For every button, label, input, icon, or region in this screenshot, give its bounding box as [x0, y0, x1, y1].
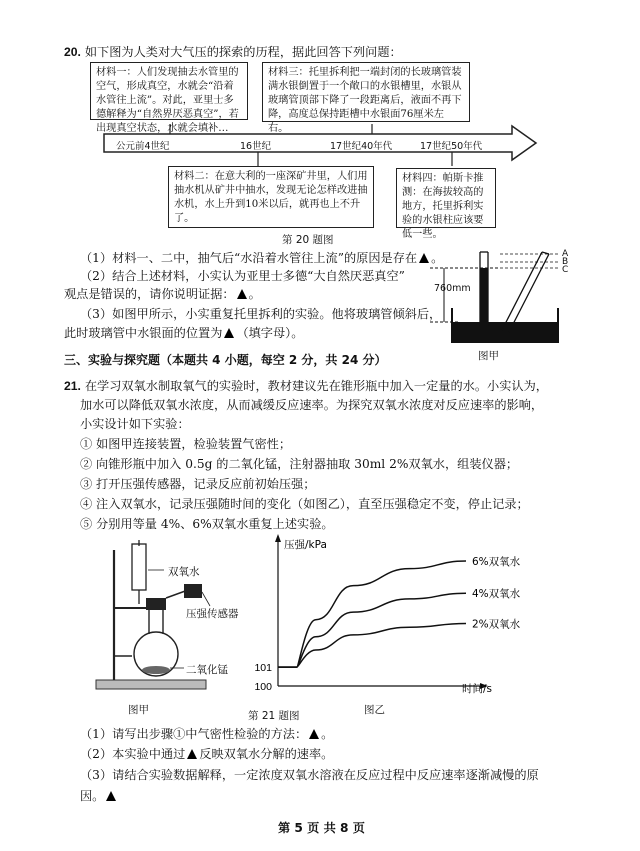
q21-sub3b-text: 因。 — [80, 789, 105, 803]
q20-material3-box — [262, 62, 470, 134]
answer-blank-icon — [187, 749, 197, 759]
q20-sub2b-text: 观点是错误的，请你说明证据： — [64, 287, 235, 301]
q20-timeline-label-4: 17世纪50年代 — [420, 141, 483, 152]
q21-sub2 — [80, 746, 333, 762]
q21-sub2-text: （2）本实验中通过 — [80, 747, 186, 761]
q21-step1: ① 如图甲连接装置，检验装置气密性； — [80, 437, 292, 451]
q20-material2-text: 材料二：在意大利的一座深矿井里，人们用抽水机从矿井中抽水，发现无论怎样改进抽水机，水上升到10米以后，就再也上不升了。 — [174, 171, 368, 224]
q21-p2: 加水可以降低双氧水浓度，从而减缓反应速率。为探究双氧水浓度对反应速率的影响， — [80, 398, 544, 412]
q20-sub3a: （3）如图甲所示，小实重复托里拆利的实验。他将玻璃管倾斜后， — [80, 307, 442, 321]
q21-step2: ② 向锥形瓶中加入 0.5g 的二氧化锰，注射器抽取 30ml 2%双氧水，组装仪器； — [80, 457, 519, 471]
y-axis-arrow-icon — [275, 534, 281, 542]
q20-stem-line — [64, 44, 402, 60]
apparatus-label-mno2: 二氧化锰 — [186, 664, 228, 676]
q21-p3: 小实设计如下实验： — [80, 417, 190, 431]
answer-blank-icon — [309, 729, 319, 739]
answer-blank-icon — [419, 253, 429, 263]
q20-number: 20. — [64, 45, 81, 59]
q20-material4-box — [396, 168, 496, 240]
q20-material1-text: 材料一：人们发现抽去水管里的空气，形成真空，水就会“沿着水管往上流”。对此，亚里士多德解释为“自然界厌恶真空”，若出现真空状态，水就会填补… — [96, 67, 239, 134]
chart-caption: 图乙 — [364, 704, 385, 716]
answer-blank-icon — [106, 791, 116, 801]
q21-sub3b — [80, 788, 118, 804]
q20-material3-text: 材料三：托里拆利把一端封闭的长玻璃管装满水银倒置于一个敞口的水银槽里，水银从玻璃管顶部下降了一段距离后，液面不再下降，高度总保持距槽中水银面76厘米左右。 — [268, 67, 462, 134]
series-label-1: 6%双氧水 — [472, 556, 521, 569]
q21-number: 21. — [64, 379, 81, 393]
q21-p1-text: 在学习双氧水制取氧气的实验时，教材建议先在锥形瓶中加入一定量的水。小实认为， — [84, 379, 548, 393]
q20-sub1: （1）材料一、二中，抽气后“水沿着水管往上流”的原因是存在 。 — [80, 251, 444, 265]
q20-sub3c-text: （填字母）。 — [236, 326, 304, 340]
apparatus-label-sensor: 压强传感器 — [186, 608, 239, 620]
q21-step3: ③ 打开压强传感器，记录反应前初始压强； — [80, 477, 316, 491]
q20-material1-box — [90, 62, 248, 134]
answer-blank-icon — [237, 289, 247, 299]
q21-step4: ④ 注入双氧水，记录压强随时间的变化（如图乙），直至压强稳定不变，停止记录； — [80, 497, 529, 511]
series-label-3: 2%双氧水 — [472, 618, 521, 631]
torricelli-apparatus-figure — [430, 246, 580, 346]
torricelli-caption: 图甲 — [478, 350, 499, 362]
series-label-2: 4%双氧水 — [472, 588, 521, 601]
section3-heading: 三、实验与探究题（本题共 4 小题，每空 2 分，共 24 分） — [64, 353, 387, 367]
apparatus-caption: 图甲 — [128, 704, 149, 716]
q20-material2-box — [168, 166, 374, 228]
q20-sub3b-text: 此时玻璃管中水银面的位置为 — [64, 326, 223, 340]
q20-timeline-label-3: 17世纪40年代 — [330, 141, 393, 152]
torricelli-label-c: C — [562, 265, 569, 275]
y-tick-label: 101 — [254, 662, 272, 675]
torricelli-label-a: A — [562, 249, 569, 259]
q20-sub3b — [64, 325, 303, 341]
y-tick-label: 100 — [254, 681, 272, 693]
q21-sub1-text: （1）请写出步骤①中气密性检验的方法： — [80, 727, 308, 741]
apparatus-label-h2o2: 双氧水 — [168, 566, 200, 578]
torricelli-label-b: B — [562, 257, 569, 267]
q20-sub2b: 观点是错误的，请你说明证据： 。 — [64, 287, 261, 301]
torricelli-height-label: 760mm — [434, 283, 471, 294]
q21-sub2b-text: 反映双氧水分解的速率。 — [199, 747, 334, 761]
pressure-time-chart — [246, 534, 521, 710]
q21-step5: ⑤ 分别用等量 4%、6%双氧水重复上述实验。 — [80, 517, 334, 531]
q20-material4-text: 材料四：帕斯卡推测：在海拔较高的地方，托里拆利实验的水银柱应该要低一些。 — [402, 173, 484, 240]
q20-sub1-text: （1）材料一、二中，抽气后“水沿着水管往上流”的原因是存在 — [80, 251, 418, 265]
q21-sub1: （1）请写出步骤①中气密性检验的方法： 。 — [80, 727, 334, 741]
x-axis-label: 时间/s — [462, 683, 493, 695]
answer-blank-icon — [224, 328, 234, 338]
q20-sub2a: （2）结合上述材料，小实认为亚里士多德“大自然厌恶真空” — [80, 269, 405, 283]
page-footer: 第 5 页 共 8 页 — [278, 821, 365, 835]
q20-stem: 如下图为人类对大气压的探索的历程，据此回答下列问题： — [84, 45, 402, 59]
q20-timeline-label-1: 公元前4世纪 — [116, 141, 170, 152]
q21-figure-caption: 第 21 题图 — [248, 710, 300, 722]
q21-sub3a: （3）请结合实验数据解释，一定浓度双氧水溶液在反应过程中反应速率逐渐减慢的原 — [80, 768, 539, 782]
y-axis-label: 压强/kPa — [284, 539, 327, 551]
q20-timeline-label-2: 16世纪 — [240, 141, 272, 152]
q21-p1 — [64, 378, 548, 394]
q20-figure-caption: 第 20 题图 — [282, 234, 334, 246]
series-line-1 — [278, 561, 466, 667]
